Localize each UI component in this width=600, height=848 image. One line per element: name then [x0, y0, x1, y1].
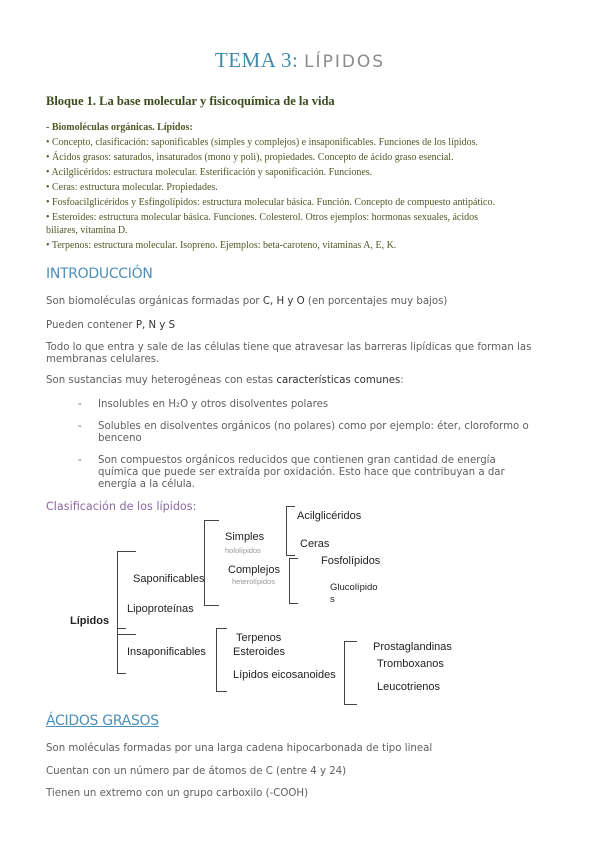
bloque-heading: Bloque 1. La base molecular y fisicoquímica de la vida — [46, 94, 335, 108]
node-acilgliceridos: Acilglicéridos — [297, 510, 362, 522]
title-prefix: TEMA 3: — [214, 48, 299, 72]
outline-item: • Fosfoacilglicéridos y Esfingolípidos: estructura molecular básica. Función. Concepto de compuesto antipático. — [46, 197, 495, 208]
node-terpenos: Terpenos — [236, 632, 282, 644]
node-ceras: Ceras — [300, 538, 330, 550]
outline-item: • Acilglicéridos: estructura molecular. Esterificación y saponificación. Funciones. — [46, 167, 373, 178]
bracket-lipidos-insap — [117, 628, 126, 674]
outline-heading: - Biomoléculas orgánicas. Lípidos: — [46, 122, 193, 133]
node-leucotrienos: Leucotrienos — [377, 681, 440, 693]
list-dash: - — [78, 421, 82, 432]
intro-paragraph-3: Todo lo que entra y sale de las células tiene que atravesar las barreras lipídicas que forman las membranas celulares. — [46, 342, 532, 365]
bracket-eicosanoides — [344, 641, 357, 705]
node-simples-sub: hololípidos — [225, 546, 261, 555]
list-dash: - — [78, 399, 82, 410]
node-prostaglandinas: Prostaglandinas — [373, 641, 452, 653]
outline-item: • Terpenos: estructura molecular. Isopreno. Ejemplos: beta-caroteno, vitaminas A, E, K. — [46, 240, 397, 251]
outline-item: • Ácidos grasos: saturados, insaturados (mono y poli), propiedades. Concepto de ácido graso esencial. — [46, 152, 454, 163]
node-lipoproteinas: Lipoproteínas — [127, 603, 194, 615]
title-topic: LÍPIDOS — [304, 52, 386, 72]
bracket-simples — [286, 506, 295, 556]
node-saponificables: Saponificables — [133, 573, 205, 585]
node-fosfolipidos: Fosfolípidos — [321, 555, 381, 567]
node-complejos: Complejos — [228, 564, 280, 576]
acidos-line: Cuentan con un número par de átomos de C (entre 4 y 24) — [46, 766, 347, 777]
node-esteroides: Esteroides — [233, 646, 285, 658]
intro-heading: INTRODUCCIÓN — [46, 266, 153, 282]
bracket-complejos — [289, 558, 298, 604]
node-insaponificables: Insaponificables — [127, 646, 206, 658]
list-item: Solubles en disolventes orgánicos (no polares) como por ejemplo: éter, cloroformo o benceno — [98, 421, 529, 444]
outline-item: biliares, vitamina D. — [46, 225, 128, 236]
acidos-line: Tienen un extremo con un grupo carboxilo (-COOH) — [46, 788, 309, 799]
list-dash: - — [78, 455, 82, 466]
outline-item: • Ceras: estructura molecular. Propiedades. — [46, 182, 218, 193]
outline-item: • Concepto, clasificación: saponificables (simples y complejos) e insaponificables. Funciones de los lípidos. — [46, 137, 479, 148]
node-glucolipidos-tail: s — [330, 594, 335, 605]
intro-paragraph-1: Son biomoléculas orgánicas formadas por C, H y O (en porcentajes muy bajos) — [46, 296, 448, 307]
node-lipidos: Lípidos — [70, 615, 110, 627]
outline-item: • Esteroides: estructura molecular básica. Funciones. Colesterol. Otros ejemplos: hormonas sexuales, ácidos — [46, 212, 479, 223]
page-title — [0, 48, 600, 73]
node-tromboxanos: Tromboxanos — [377, 658, 444, 670]
bracket-saponificables — [204, 520, 219, 606]
bracket-lipidos-sap — [117, 551, 136, 635]
list-item: Son compuestos orgánicos reducidos que contienen gran cantidad de energía química que puede ser extraída por oxidación. Esto hace que contribuyan a dar energía a la célula. — [98, 455, 505, 490]
intro-paragraph-2: Pueden contener P, N y S — [46, 320, 176, 331]
node-complejos-sub: heterolípidos — [232, 577, 275, 586]
list-item: Insolubles en H₂O y otros disolventes polares — [98, 399, 329, 410]
node-glucolipidos: Glucolípido — [330, 582, 378, 593]
classification-heading: Clasificación de los lípidos: — [46, 500, 197, 513]
acidos-heading: ÁCIDOS GRASOS — [46, 713, 159, 729]
acidos-line: Son moléculas formadas por una larga cadena hipocarbonada de tipo lineal — [46, 743, 433, 754]
bracket-insaponificables — [216, 628, 227, 692]
node-eicosanoides: Lípidos eicosanoides — [233, 669, 336, 681]
node-simples: Simples — [225, 531, 265, 543]
intro-paragraph-4: Son sustancias muy heterogéneas con estas características comunes: — [46, 375, 404, 386]
